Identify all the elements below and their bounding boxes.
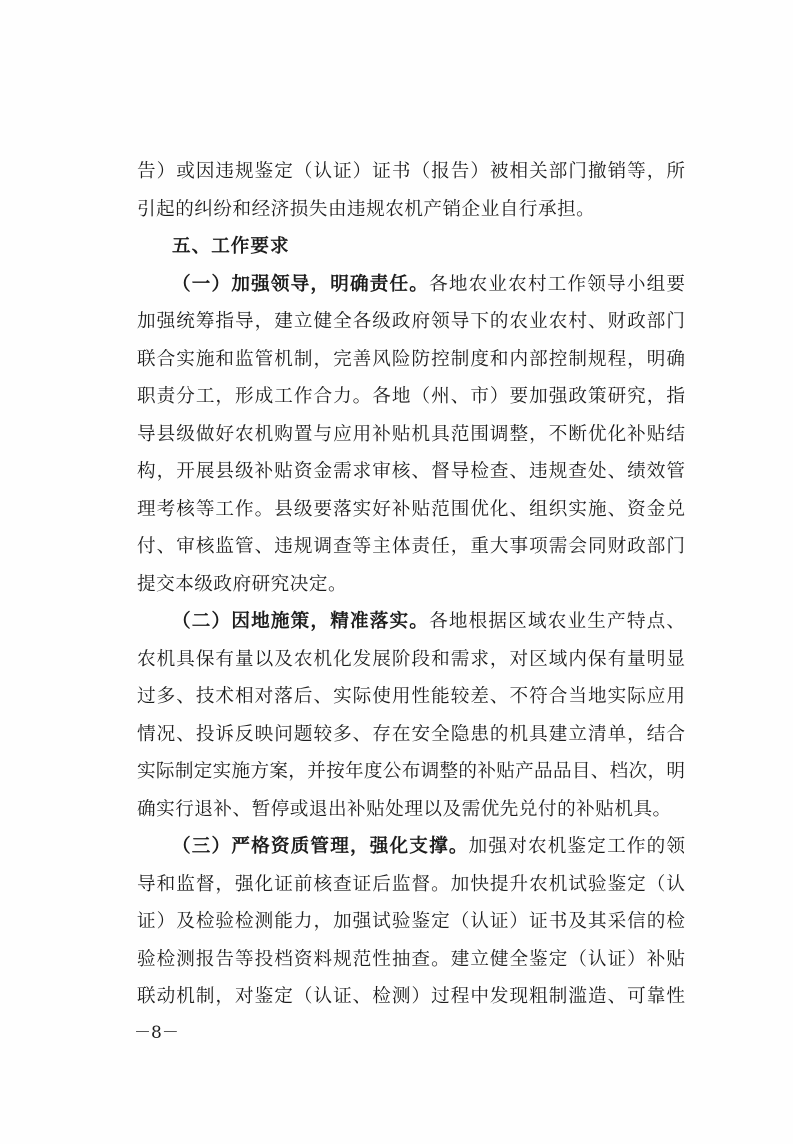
text-line: 导和监督，强化证前核查证后监督。加快提升农机试验鉴定（认 <box>137 873 685 895</box>
text-line: 过多、技术相对落后、实际使用性能较差、不符合当地实际应用 <box>137 686 685 707</box>
text-line: 引起的纠纷和经济损失由违规农机产销企业自行承担。 <box>137 198 596 220</box>
text-line: 提交本级政府研究决定。 <box>137 573 348 595</box>
text-line: 确实行退补、暂停或退出补贴处理以及需优先兑付的补贴机具。 <box>137 798 672 820</box>
text-line: 情况、投诉反映问题较多、存在安全隐患的机具建立清单，结合 <box>137 723 685 745</box>
subsection-first-line <box>137 828 685 866</box>
text-line: 理考核等工作。县级要落实好补贴范围优化、组织实施、资金兑 <box>137 498 685 520</box>
subsection-lead: 加强对农机鉴定工作的领 <box>468 836 685 857</box>
subsection-title: （一）加强领导，明确责任。 <box>172 273 430 295</box>
subsection-first-line <box>137 266 685 304</box>
text-line: 加强统筹指导，建立健全各级政府领导下的农业农村、财政部门 <box>137 311 685 332</box>
text-line: 农机具保有量以及农机化发展阶段和需求，对区域内保有量明显 <box>137 648 685 670</box>
section-heading: 五、工作要求 <box>172 236 290 257</box>
text-line: 联合实施和监管机制，完善风险防控制度和内部控制规程，明确 <box>137 348 685 370</box>
text-line: 付、审核监管、违规调查等主体责任，重大事项需会同财政部门 <box>137 536 685 557</box>
text-line: 证）及检验检测能力，加强试验鉴定（认证）证书及其采信的检 <box>137 911 685 932</box>
subsection-first-line <box>137 603 685 641</box>
text-line: 职责分工，形成工作合力。各地（州、市）要加强政策研究，指 <box>137 386 685 407</box>
subsection-title: （二）因地施策，精准落实。 <box>172 611 430 632</box>
body-text <box>137 153 685 1016</box>
text-line: 实际制定实施方案，并按年度公布调整的补贴产品品目、档次，明 <box>137 761 685 782</box>
subsection-lead: 各地农业农村工作领导小组要 <box>429 273 685 295</box>
subsection-title: （三）严格资质管理，强化支撑。 <box>172 836 469 857</box>
text-line: 联动机制，对鉴定（认证、检测）过程中发现粗制滥造、可靠性 <box>137 986 685 1007</box>
text-line: 构，开展县级补贴资金需求审核、督导检查、违规查处、绩效管 <box>137 461 685 482</box>
text-line: 导县级做好农机购置与应用补贴机具范围调整，不断优化补贴结 <box>137 423 685 445</box>
page-number: －8－ <box>134 1023 179 1043</box>
text-line: 验检测报告等投档资料规范性抽查。建立健全鉴定（认证）补贴 <box>137 948 685 970</box>
text-line: 告）或因违规鉴定（认证）证书（报告）被相关部门撤销等，所 <box>137 161 685 182</box>
subsection-lead: 各地根据区域农业生产特点、 <box>429 611 685 632</box>
